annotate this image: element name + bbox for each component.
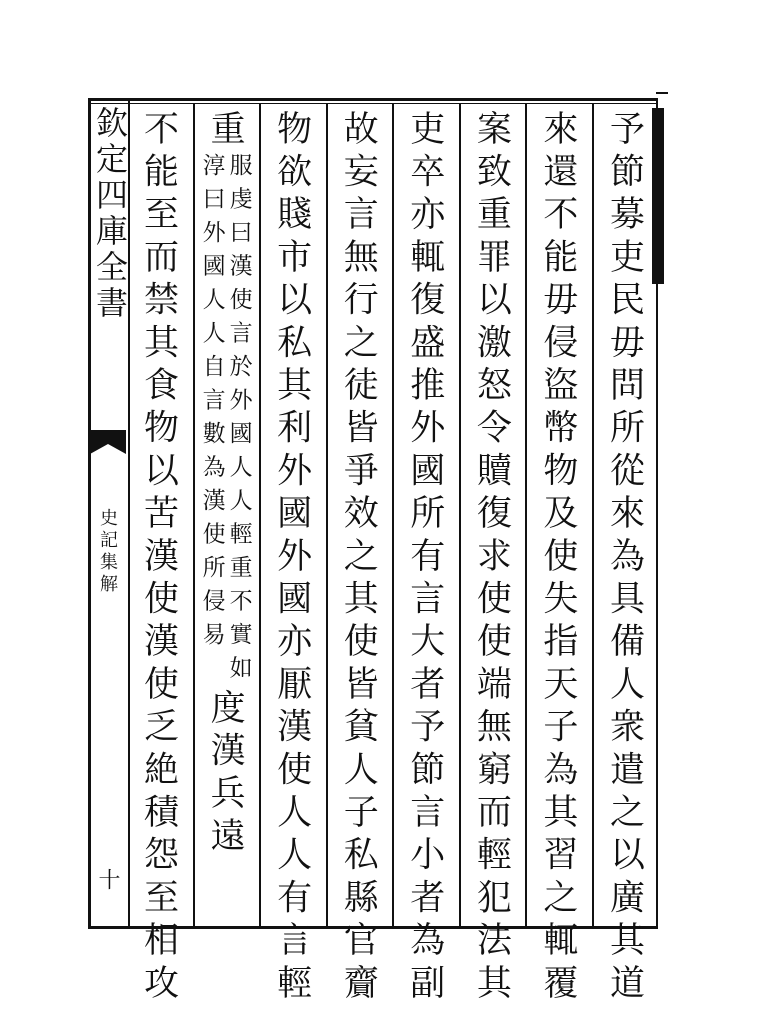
column-text: 故妄言無行之徒皆爭效之其使皆貧人子私縣官齎 bbox=[338, 110, 379, 1007]
text-column bbox=[392, 104, 454, 1007]
column-text: 予節募吏民毋問所從來為具備人衆遣之以廣其道 bbox=[604, 110, 645, 1007]
column-text: 來還不能毋侵盜幣物及使失指天子為其習之輒覆 bbox=[537, 110, 578, 1007]
column-text: 吏卒亦輒復盛推外國所有言大者予節言小者為副 bbox=[404, 110, 445, 1007]
commentary bbox=[200, 153, 250, 689]
column-text: 案致重罪以激怒令贖復求使使端無窮而輕犯法其 bbox=[471, 110, 512, 1007]
fishtail-mark bbox=[88, 428, 128, 460]
text-column bbox=[326, 104, 388, 1007]
commentary-right: 服虔曰漢使言於外國人人輕重不實如 bbox=[225, 152, 252, 689]
text-columns bbox=[128, 104, 654, 1007]
annotated-column bbox=[193, 104, 255, 926]
text-column bbox=[259, 104, 321, 1007]
main-text-lead: 重 bbox=[205, 110, 246, 153]
main-text-tail: 度漢兵遠 bbox=[205, 688, 246, 860]
text-column bbox=[592, 104, 654, 1007]
margin-tick bbox=[656, 92, 668, 94]
text-column bbox=[128, 104, 188, 1007]
collection-title: 欽定四庫全書 bbox=[91, 106, 129, 322]
center-strip bbox=[88, 98, 130, 928]
column-text: 不能至而禁其食物以苦漢使漢使乏絶積怨至相攻 bbox=[138, 110, 179, 1007]
text-column bbox=[525, 104, 587, 1007]
column-text: 物欲賤市以私其利外國外國亦厭漢使人人有言輕 bbox=[271, 110, 312, 1007]
text-column bbox=[459, 104, 521, 1007]
top-border-rule bbox=[88, 98, 658, 101]
page-number: 十 bbox=[95, 868, 120, 890]
commentary-left: 淳曰外國人人自言數為漢使所侵易 bbox=[198, 152, 225, 656]
book-title: 史記集解 bbox=[97, 508, 118, 596]
